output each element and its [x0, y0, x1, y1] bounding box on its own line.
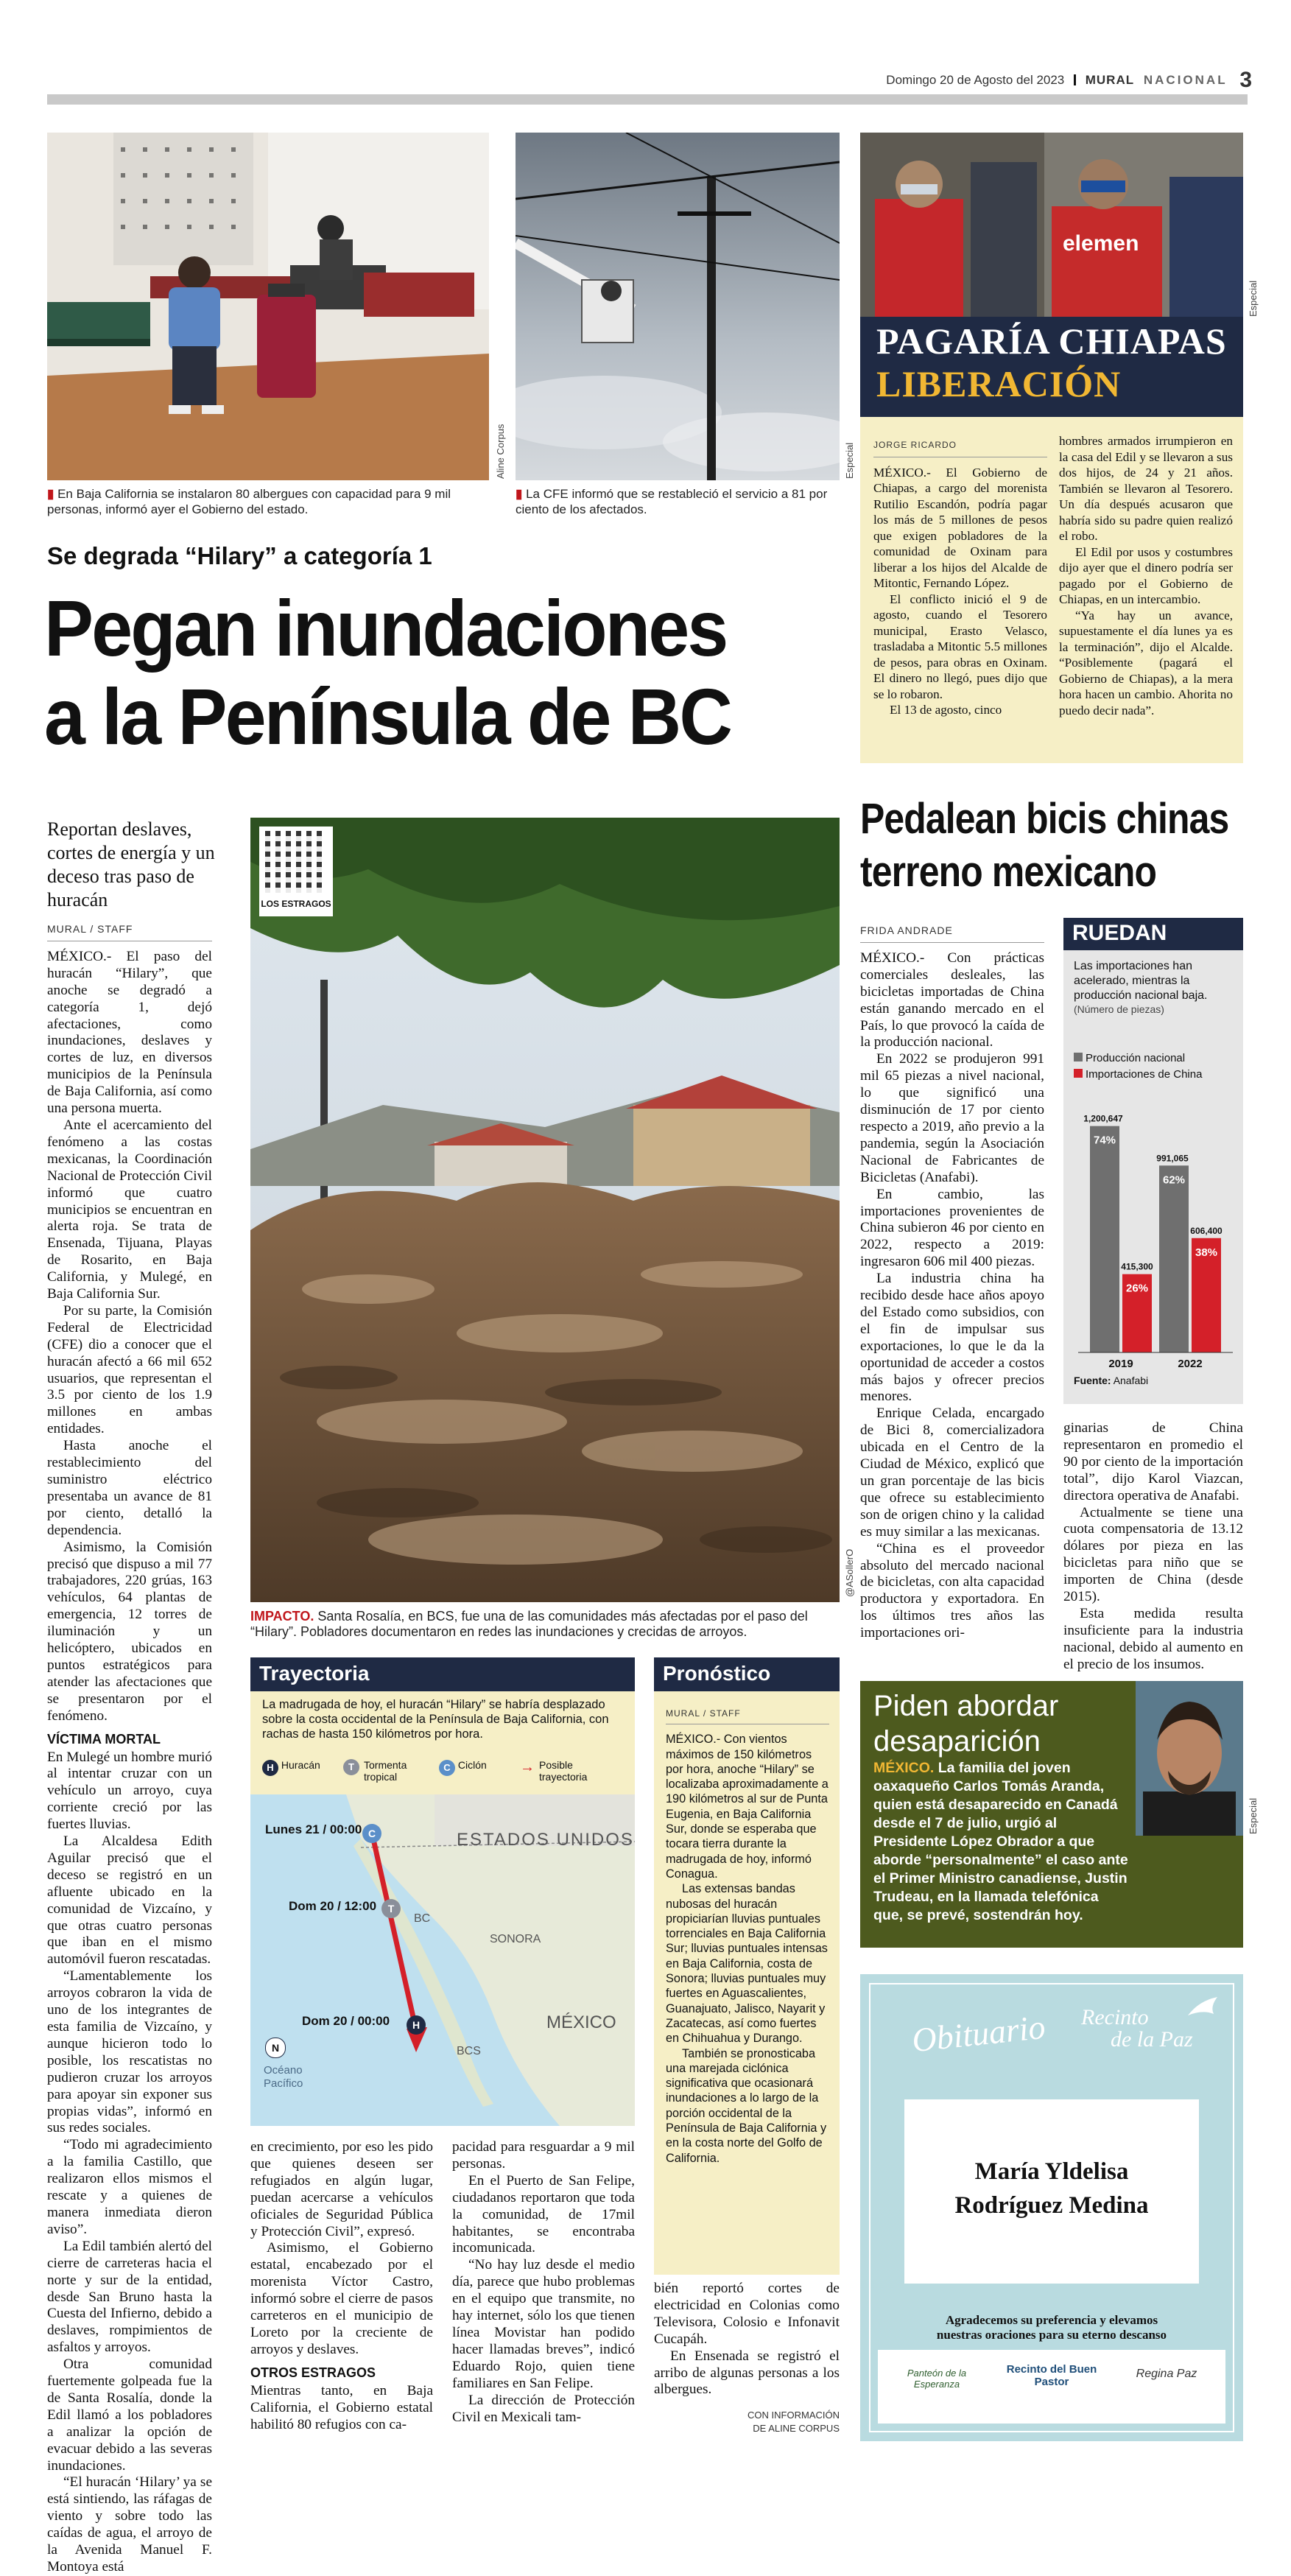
share-label-imports-2019: 26%	[1125, 1282, 1149, 1295]
legend-label-national: Producción nacional	[1086, 1052, 1186, 1064]
obituario-thanks	[875, 2313, 1228, 2342]
desaparicion-headline-1: Piden abordar	[873, 1690, 1059, 1722]
header-rule	[47, 94, 1248, 105]
bicis-p3: En cambio, las importaciones provenientes de China subieron 46 por ciento en 2022, respecto a 2019: ingresaron 606 mil 400 piezas.	[860, 1186, 1044, 1270]
map-label-ocean: Océano Pacífico	[264, 2064, 303, 2090]
obituario-thanks-2: nuestras oraciones para su eterno descanso	[936, 2328, 1167, 2342]
closing-credit-1: CON INFORMACIÓN	[747, 2410, 840, 2421]
closing-credit-2: DE ALINE CORPUS	[753, 2423, 840, 2434]
main-p8: “Lamentablemente los arroyos cobraron la vida de uno de los integrantes de esta familia de Vizcaíno, y aunque hicieron todo lo posible, los rescatistas no pudieron cruzar los arroyos para apoyar sin exponer sus propias vidas”, informó en sus redes sociales.	[47, 1968, 212, 2136]
value-label-national-2022: 991,065	[1156, 1153, 1189, 1164]
main-p3: Por su parte, la Comisión Federal de Electricidad (CFE) dio a conocer que el huracán afectó a 66 mil 652 usuarios, que representan el 3.5 por ciento de los 1.9 millones en ambas entidades.	[47, 1302, 212, 1437]
trayectoria-map	[250, 1794, 635, 2126]
map-label-bcs: BCS	[457, 2045, 481, 2057]
header-date: Domingo 20 de Agosto del 2023	[886, 73, 1065, 87]
chart-source	[1074, 1375, 1148, 1386]
logo-regina: Regina Paz	[1136, 2368, 1197, 2380]
cyclone-icon: C	[439, 1760, 455, 1776]
bicis-p9: Esta medida resulta insuficiente para la industria nacional, debido al aumento en el precio de los insumos.	[1063, 1605, 1243, 1672]
power-line-photo	[516, 133, 840, 480]
desaparicion-lead: MÉXICO.	[873, 1760, 935, 1776]
power-photo-credit: Especial	[844, 442, 855, 479]
bicis-p4: La industria china ha recibido desde hace años apoyo del Estado como subsidios, con el fin de impulsar sus exportaciones, lo que le da la oportunidad de acceder a costos más bajos y ofrecer precios menores.	[860, 1271, 1044, 1405]
obituario-thanks-1: Agradecemos su preferencia y elevamos	[945, 2313, 1158, 2327]
hurricane-marker-icon: H	[407, 2015, 426, 2035]
bar-national-2019	[1090, 1126, 1119, 1352]
main-p9: “Todo mi agradecimiento a la familia Castillo, que realizaron ellos mismos el rescate y a quienes de manera inmediata dieron aviso”.	[47, 2137, 212, 2237]
power-caption: ▮ La CFE informó que se restableció el servicio a 81 por ciento de los afectados.	[516, 487, 828, 516]
main-col-3	[452, 2139, 635, 2426]
category-label-2022: 2022	[1178, 1358, 1203, 1370]
map-label-bc: BC	[414, 1912, 431, 1925]
north-arrow-icon: N	[265, 2038, 286, 2058]
chart-source-label: Fuente:	[1074, 1375, 1111, 1386]
main-p7: La Alcaldesa Edith Aguilar precisó que el deceso se registró en un afluente ubicado en la comunidad de Vizcaíno, y que otras cuatro personas que iban en el mismo automóvil fueron rescatadas.	[47, 1833, 212, 1968]
path-arrow-icon: →	[520, 1759, 535, 1775]
desaparicion-headline-2: desaparición	[873, 1725, 1041, 1758]
flood-photo	[250, 818, 840, 1602]
main-p21: En Ensenada se registró el arribo de algunas personas a los albergues.	[654, 2348, 840, 2398]
main-p4: Hasta anoche el restablecimiento del suministro eléctrico presentaba un avance de 81 por ciento, detalló la dependencia.	[47, 1438, 212, 1538]
header-section: NACIONAL	[1143, 73, 1228, 87]
chiapas-p1: MÉXICO.- El Gobierno de Chiapas, a cargo del morenista Rutilio Escandón, podría pagar los más de 5 millones de pesos que exigen pobladores de la comunidad de Oxinam para liberar a los hijos del Alcalde de Mitontic, Fernando López.	[873, 465, 1047, 590]
obituario-box	[860, 1974, 1243, 2441]
main-p13: en crecimiento, por eso les pido que quienes deseen ser refugiados en algún lugar, puedan acercarse a vehículos oficiales de Seguridad Pública y Protección Civil”, expresó.	[250, 2139, 433, 2239]
chart-unit-note: (Número de piezas)	[1074, 1003, 1164, 1015]
legend-cyclone	[439, 1759, 487, 1776]
legend-path	[520, 1759, 623, 1783]
desaparicion-portrait	[1136, 1681, 1243, 1836]
chiapas-p5: El Edil por usos y costumbres dijo ayer que el dinero podría ser pagado por el Gobierno de Chiapas, en un intercambio.	[1059, 544, 1233, 606]
chiapas-p2: El conflicto inició el 9 de agosto, cuando el Tesorero municipal, Erasto Velasco, trasladaba a Mitontic 5.5 millones de pesos, para obras en Oxinam. El dinero no llegó, pues dijo que se lo robaron.	[873, 592, 1047, 701]
bicis-byline: FRIDA ANDRADE	[860, 922, 1044, 943]
pronostico-col	[666, 1706, 829, 2166]
logo-esperanza: Panteón de la Esperanza	[907, 2368, 967, 2390]
storm-icon: T	[343, 1759, 359, 1775]
subhead-otros: OTROS ESTRAGOS	[250, 2365, 376, 2380]
main-p14: Asimismo, el Gobierno estatal, encabezado por el morenista Víctor Castro, informó sobre el cierre de pasos carreteros en el municipio de Loreto por la creciente de arroyos y deslaves.	[250, 2240, 433, 2357]
chart-title: RUEDAN	[1063, 918, 1243, 950]
main-deck: Reportan deslaves, cortes de energía y un deceso tras paso de huracán	[47, 818, 215, 910]
obituario-title: Obituario	[910, 2007, 1047, 2060]
pronostico-p2: Las extensas bandas nubosas del huracán propiciarían lluvias puntuales torrenciales en Baja California Sur; lluvias puntuales intensas en Baja California, costa de Sonora; lluvias puntuales muy fuertes en Aguascalientes, Guanajuato, Jalisco, Nayarit y Zacatecas, así como fuertes en Chihuahua y Durango.	[666, 1882, 828, 2046]
obituario-logos	[878, 2350, 1225, 2424]
legend-label-imports: Importaciones de China	[1086, 1068, 1203, 1081]
main-p17: En el Puerto de San Felipe, ciudadanos reportaron que toda la comunidad, de 17mil habitantes, se encontraba incomunicada.	[452, 2172, 635, 2256]
desaparicion-text	[873, 1759, 1130, 1925]
main-col-4	[654, 2281, 840, 2398]
main-p12: “El huracán ‘Hilary’ ya se está sintiendo, las ráfagas de viento y sobre todo las caídas de agua, el arroyo de la Avenida Manuel F. Montoya está	[47, 2474, 212, 2575]
trayectoria-legend	[262, 1756, 630, 1791]
category-label-2019: 2019	[1108, 1358, 1133, 1370]
legend-storm	[343, 1759, 424, 1783]
main-p1: MÉXICO.- El paso del huracán “Hilary”, que anoche se degradó a categoría 1, dejó afectaciones, como inundaciones, deslaves y cortes de luz, en diversos municipios de la Península de Baja California, así como una persona muerta.	[47, 948, 212, 1117]
legend-hurricane	[262, 1759, 320, 1776]
chiapas-col-2	[1059, 433, 1233, 718]
trajectory-path	[250, 1794, 635, 2126]
main-p6: En Mulegé un hombre murió al intentar cruzar con un vehículo un arroyo, cuya corriente creció por las fuertes lluvias.	[47, 1749, 212, 1833]
shelter-caption: ▮ En Baja California se instalaron 80 albergues con capacidad para 9 mil personas, informó ayer el Gobierno del estado.	[47, 487, 451, 516]
dove-icon	[1184, 1993, 1221, 2023]
chiapas-col-1	[873, 438, 1047, 718]
legend-cyclone-label: Ciclón	[457, 1759, 487, 1771]
chiapas-headline-1: PAGARÍA CHIAPAS	[876, 320, 1227, 362]
flood-photo-credit: @ASollerO	[844, 1548, 855, 1597]
shelter-photo-credit: Aline Corpus	[495, 424, 506, 479]
logo-buen-pastor: Recinto del Buen Pastor	[1006, 2363, 1097, 2388]
chart-source-text: Anafabi	[1113, 1375, 1149, 1386]
flood-caption	[250, 1609, 840, 1640]
track-point-label-2: Dom 20 / 12:00	[289, 1899, 377, 1913]
shelter-caption-text: En Baja California se instalaron 80 albergues con capacidad para 9 mil personas, informó ayer el Gobierno del estado.	[47, 487, 451, 516]
trayectoria-title: Trayectoria	[250, 1657, 635, 1691]
obituario-name-1: María Yldelisa	[974, 2158, 1129, 2185]
track-point-label-1: Lunes 21 / 00:00	[265, 1822, 362, 1836]
chiapas-photo-credit: Especial	[1248, 280, 1259, 317]
main-p20: bién reportó cortes de electricidad en Colonias como Televisora, Colosio e Infonavit Cucapáh.	[654, 2281, 840, 2347]
pronostico-title: Pronóstico	[654, 1657, 840, 1691]
flood-caption-lead: IMPACTO.	[250, 1609, 314, 1624]
obituario-brand-1: Recinto	[1081, 2005, 1149, 2029]
share-label-national-2022: 62%	[1162, 1173, 1186, 1187]
shelter-photo	[47, 133, 489, 480]
bicis-col-1	[860, 922, 1044, 1642]
svg-text:elemen: elemen	[1063, 231, 1139, 256]
page-header	[810, 68, 1252, 90]
chiapas-p6: “Ya hay un avance, supuestamente el día lunes ya es la terminación”, dijo el Alcalde. “Posiblemente (pagará el Gobierno de Chiapas), a la mera hora hacen un cambio. Ahorita no puedo decir nada”.	[1059, 608, 1233, 717]
page-number: 3	[1239, 68, 1252, 92]
storm-marker-icon: T	[381, 1899, 401, 1918]
legend-hurricane-label: Huracán	[281, 1759, 320, 1771]
bicis-p6: “China es el proveedor absoluto del mercado nacional de bicicletas, con alta capacidad productora y exportadora. En los últimos tres años las importaciones ori-	[860, 1540, 1044, 1641]
obituario-name-2: Rodríguez Medina	[954, 2192, 1149, 2219]
cyclone-marker-icon: C	[362, 1824, 381, 1843]
main-p15: Mientras tanto, en Baja California, el Gobierno estatal habilitó 80 refugios con ca-	[250, 2382, 433, 2432]
main-p5: Asimismo, la Comisión precisó que dispuso a mil 77 trabajadores, 220 grúas, 163 vehículos, 64 plantas de emergencia, 12 torres de iluminación y un helicóptero, ubicados en puntos estratégicos para atender las afectaciones que se presentaron por el fenómeno.	[47, 1539, 212, 1724]
map-label-mexico: MÉXICO	[546, 2012, 616, 2032]
bicis-p5: Enrique Celada, encargado de Bici 8, comercializadora ubicada en el Centro de la Ciudad de México, explicó que un gran porcentaje de las bicis que ofrece su establecimiento son de origen chino y la calidad es muy similar a las mexicanas.	[860, 1405, 1044, 1540]
ruedan-chart	[1063, 918, 1243, 1404]
header-brand: MURAL	[1085, 73, 1135, 87]
main-col-1	[47, 921, 212, 2576]
pronostico-p1: MÉXICO.- Con vientos máximos de 150 kilómetros por hora, anoche “Hilary” se localizaba aproximadamente a 190 kilómetros al sur de Punta Eugenia, en Baja California Sur, donde se esperaba que tocara tierra durante la madrugada de hoy, informó Conagua.	[666, 1733, 829, 1881]
main-p10: La Edil también alertó del cierre de carreteras hacia el norte y sur de la entidad, desde San Bruno hasta la Cuesta del Infierno, debido a deslaves, rompimientos de asfaltos y arroyos.	[47, 2238, 212, 2356]
main-p11: Otra comunidad fuertemente golpeada fue la de Santa Rosalía, donde la Edil llamó a los pobladores a analizar la opción de evacuar debido a las severas inundaciones.	[47, 2356, 212, 2474]
qr-label: LOS ESTRAGOS	[261, 899, 331, 909]
obituario-panel	[904, 2099, 1199, 2284]
pronostico-byline: MURAL / STAFF	[666, 1706, 829, 1724]
flood-caption-text: Santa Rosalía, en BCS, fue una de las comunidades más afectadas por el paso del “Hilary”. Pobladores documentaron en redes las inundaciones y crecidas de arroyos.	[250, 1609, 808, 1639]
legend-storm-label: Tormenta tropical	[364, 1759, 407, 1783]
chiapas-p3: El 13 de agosto, cinco	[890, 703, 1002, 717]
legend-path-label: Posible trayectoria	[539, 1759, 588, 1783]
trayectoria-intro: La madrugada de hoy, el huracán “Hilary” se habría desplazado sobre la costa occidental de la Península de Baja California, con rachas de hasta 150 kilómetros por hora.	[262, 1698, 609, 1741]
main-p18: “No hay luz desde el medio día, parece que hubo problemas en el equipo que transmite, no hay internet, sólo los que tienen línea Movistar han podido hacer llamadas breves”, indicó Eduardo Rojo, quien tiene familiares en San Felipe.	[452, 2257, 635, 2391]
bicis-col-2	[1063, 1420, 1243, 1674]
main-col-2	[250, 2139, 433, 2433]
share-label-imports-2022: 38%	[1195, 1246, 1218, 1259]
main-p16: pacidad para resguardar a 9 mil personas.	[452, 2139, 635, 2172]
bicis-p8: Actualmente se tiene una cuota compensatoria de 13.12 dólares por pieza en las bicicletas para niño que se importen de China (desde 2015).	[1063, 1504, 1243, 1605]
hurricane-icon: H	[262, 1760, 278, 1776]
track-point-label-3: Dom 20 / 00:00	[302, 2014, 390, 2028]
bicis-p7: ginarias de China representaron en promedio el 90 por ciento de la importación total”, dijo Karol Viazcan, directora operativa de Anafabi.	[1063, 1420, 1243, 1503]
flood-qr-code[interactable]	[259, 827, 333, 916]
main-p2: Ante el acercamiento del fenómeno a las costas mexicanas, la Coordinación Nacional de Protección Civil informó que cuatro municipios se encuentran en alerta roja. Se trata de Ensenada, Tijuana, Playas de Rosarito, en Baja California, y Mulegé, en Baja California Sur.	[47, 1117, 212, 1302]
chart-subtitle: Las importaciones han acelerado, mientras la producción nacional baja.	[1074, 960, 1208, 1002]
chart-plot	[1063, 918, 1243, 1404]
bar-national-2022	[1159, 1165, 1189, 1352]
share-label-national-2019: 74%	[1093, 1134, 1116, 1147]
value-label-national-2019: 1,200,647	[1083, 1113, 1123, 1124]
chiapas-headline-2: LIBERACIÓN	[876, 363, 1122, 404]
value-label-imports-2019: 415,300	[1121, 1261, 1153, 1272]
obituario-brand-2: de la Paz	[1111, 2027, 1193, 2052]
bicis-headline-1: Pedalean bicis chinas	[860, 795, 1229, 843]
main-kicker: Se degrada “Hilary” a categoría 1	[47, 542, 432, 569]
bicis-p1: MÉXICO.- Con prácticas comerciales desleales, las bicicletas importadas de China están ganando mercado en el País, lo que provocó la caída de la producción nacional.	[860, 950, 1044, 1050]
main-headline-line-2: a la Península de BC	[44, 672, 731, 761]
main-byline: MURAL / STAFF	[47, 921, 212, 941]
main-headline-line-1: Pegan inundaciones	[44, 583, 727, 673]
value-label-imports-2022: 606,400	[1190, 1225, 1223, 1236]
chiapas-byline: JORGE RICARDO	[873, 438, 1047, 457]
chiapas-p4: hombres armados irrumpieron en la casa del Edil y se llevaron a sus dos hijos, de 24 y 21 años. También se llevaron al Tesorero. Un día después acusaron que habría sido su padre quien realizó el robo.	[1059, 434, 1233, 543]
map-label-usa: ESTADOS UNIDOS	[457, 1830, 634, 1850]
desaparicion-body: La familia del joven oaxaqueño Carlos Tomás Aranda, quien está desaparecido en Canadá desde el 7 de julio, urgió al Presidente López Obrador a que aborde “personalmente” el caso ante el Primer Ministro canadiense, Justin Trudeau, en la llamada telefónica que, se prevé, sostendrán hoy.	[873, 1760, 1128, 1923]
chiapas-photo	[860, 133, 1243, 317]
map-label-sonora: SONORA	[490, 1933, 541, 1945]
closing-credit	[654, 2409, 840, 2435]
subhead-victima: VÍCTIMA MORTAL	[47, 1731, 161, 1747]
power-caption-text: La CFE informó que se restableció el servicio a 81 por ciento de los afectados.	[516, 487, 828, 516]
bicis-p2: En 2022 se produjeron 991 mil 65 piezas a nivel nacional, lo que significó una disminución de 17 por ciento respecto a 2019, año previo a la pandemia, según la Asociación Nacional de Fabricantes de Bicicletas (Anafabi).	[860, 1051, 1044, 1185]
desaparicion-photo-credit: Especial	[1248, 1797, 1259, 1834]
main-p19: La dirección de Protección Civil en Mexicali tam-	[452, 2392, 635, 2425]
pronostico-p3: También se pronosticaba una marejada ciclónica significativa que ocasionará inundaciones a lo largo de la porción occidental de la Península de Baja California y en la costa norte del Golfo de California.	[666, 2046, 827, 2165]
bicis-headline-2: terreno mexicano	[860, 848, 1157, 896]
